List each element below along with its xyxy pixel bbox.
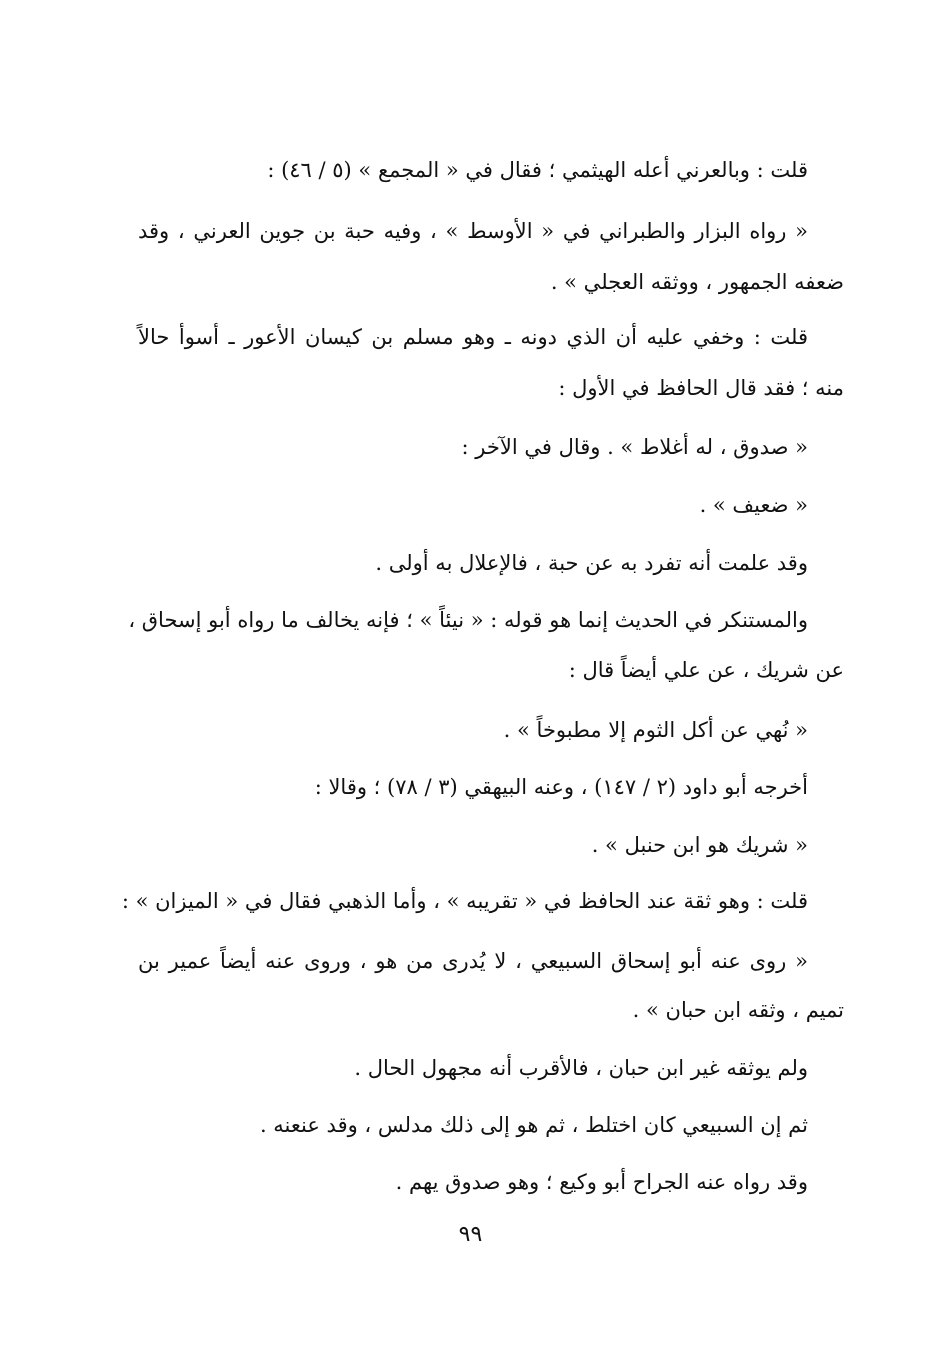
paragraph-line: منه ؛ فقد قال الحافظ في الأول : (558, 376, 844, 400)
paragraph-line: ولم يوثقه غير ابن حبان ، فالأقرب أنه مجهول الحال . (354, 1056, 808, 1080)
paragraph-line: « صدوق ، له أغلاط » . وقال في الآخر : (461, 435, 808, 459)
paragraph-line: والمستنكر في الحديث إنما هو قوله : « نيئاً » ؛ فإنه يخالف ما رواه أبو إسحاق ، (128, 608, 808, 632)
paragraph-line: تميم ، وثقه ابن حبان » . (632, 998, 844, 1022)
paragraph-line: قلت : وهو ثقة عند الحافظ في « تقريبه » ، وأما الذهبي فقال في « الميزان » : (121, 889, 808, 913)
paragraph-line: « ضعيف » . (699, 493, 808, 517)
paragraph-line: « نُهي عن أكل الثوم إلا مطبوخاً » . (503, 718, 808, 742)
paragraph-line: أخرجه أبو داود (٢ / ١٤٧) ، وعنه البيهقي (٣ / ٧٨) ؛ وقالا : (314, 775, 808, 799)
paragraph-line: « روى عنه أبو إسحاق السبيعي ، لا يُدرى من هو ، وروى عنه أيضاً عمير بن (138, 949, 808, 973)
paragraph-line: وقد علمت أنه تفرد به عن حبة ، فالإعلال به أولى . (375, 551, 808, 575)
paragraph-line: ضعفه الجمهور ، ووثقه العجلي » . (550, 270, 844, 294)
page-number: ٩٩ (458, 1222, 483, 1247)
paragraph-line: ثم إن السبيعي كان اختلط ، ثم هو إلى ذلك مدلس ، وقد عنعنه . (259, 1113, 808, 1137)
paragraph-line: وقد رواه عنه الجراح أبو وكيع ؛ وهو صدوق يهم . (395, 1170, 808, 1194)
paragraph-line: قلت : وبالعرني أعله الهيثمي ؛ فقال في « المجمع » (٥ / ٤٦) : (267, 158, 808, 182)
paragraph-line: « رواه البزار والطبراني في « الأوسط » ، وفيه حبة بن جوين العرني ، وقد (138, 219, 808, 243)
paragraph-line: عن شريك ، عن علي أيضاً قال : (568, 658, 844, 682)
paragraph-line: قلت : وخفي عليه أن الذي دونه ـ وهو مسلم بن كيسان الأعور ـ أسوأ حالاً (138, 325, 808, 349)
paragraph-line: « شريك هو ابن حنبل » . (591, 833, 808, 857)
